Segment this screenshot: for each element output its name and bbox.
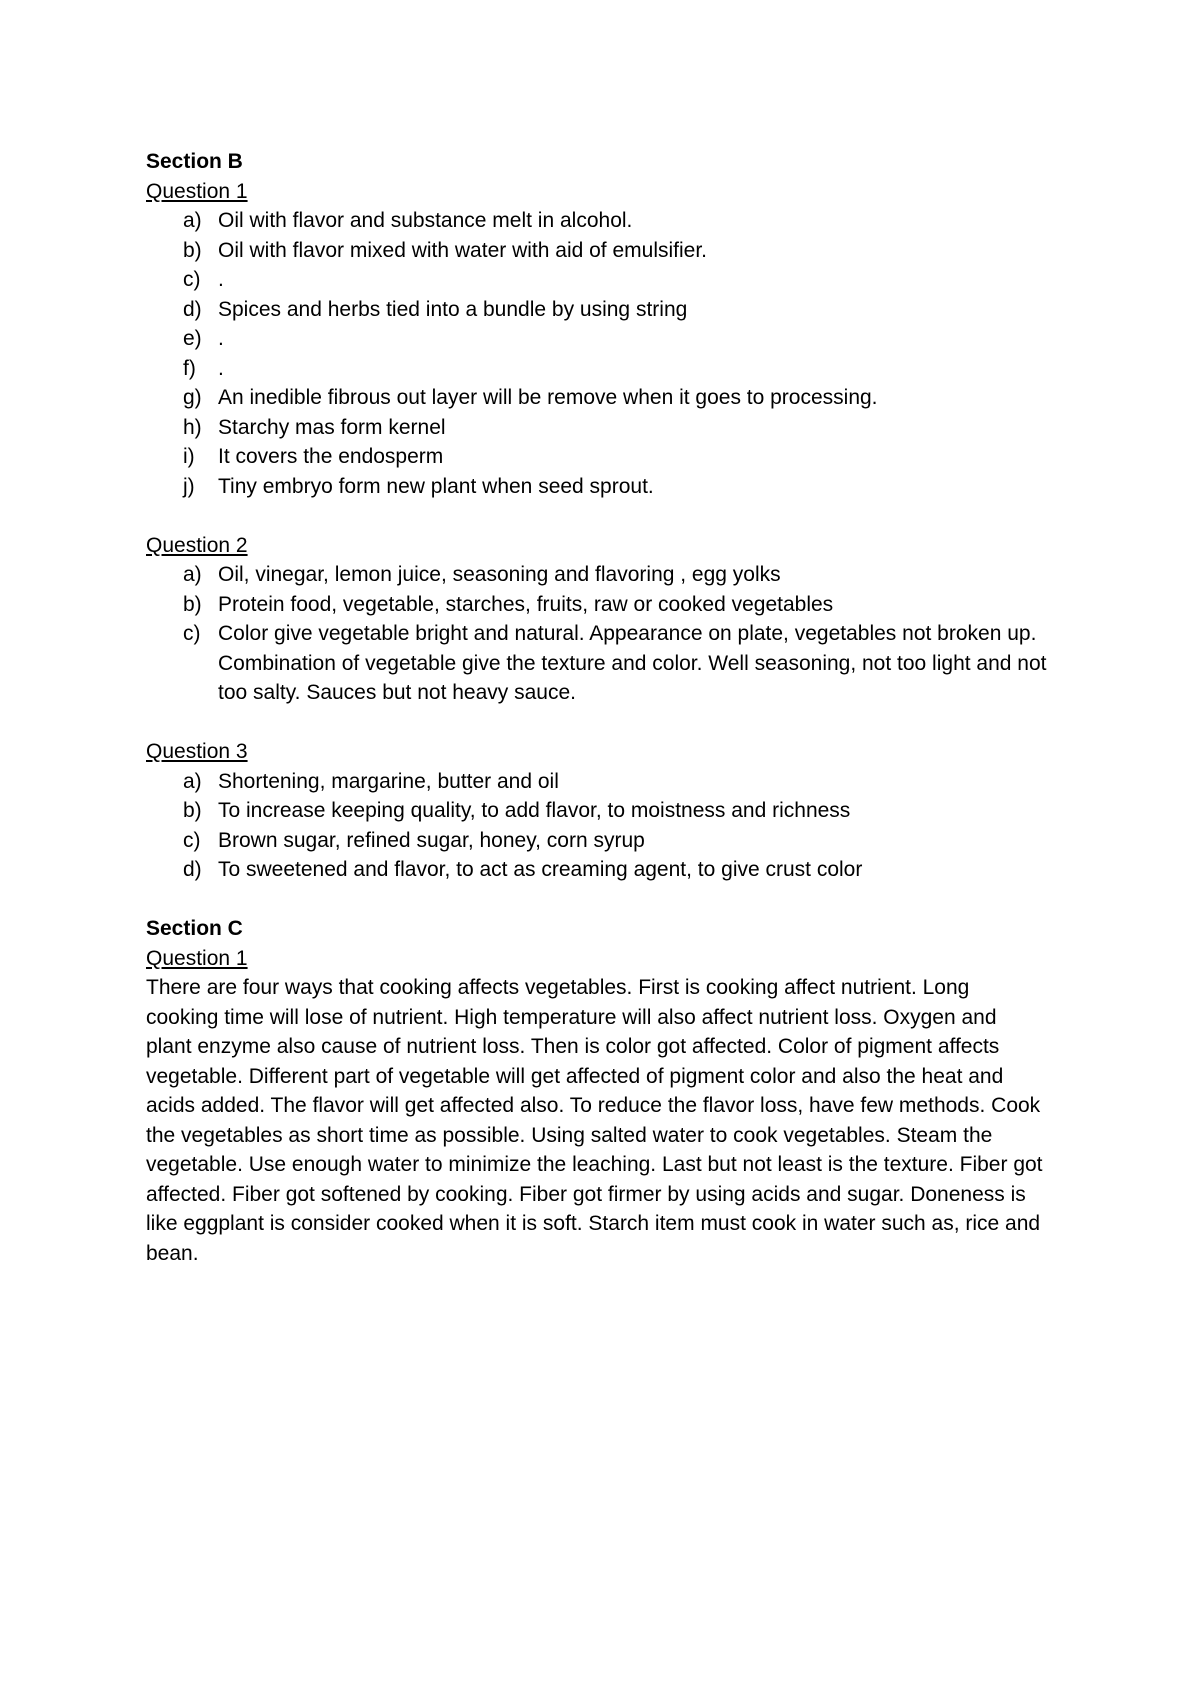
answer-text: Oil with flavor and substance melt in alcohol.	[218, 209, 633, 232]
answer-letter: a)	[183, 563, 202, 586]
answer-letter: g)	[183, 386, 202, 409]
answer-letter: c)	[183, 622, 201, 645]
document-page	[146, 147, 1076, 1268]
answer-item	[146, 442, 1076, 472]
answer-item	[146, 560, 1076, 590]
answer-text: Starchy mas form kernel	[218, 415, 446, 439]
question-3-title: Question 3	[146, 740, 248, 763]
answer-item	[146, 265, 1076, 295]
question-2-title: Question 2	[146, 533, 248, 557]
answer-item	[146, 354, 1076, 384]
section-c-question-1-title: Question 1	[146, 946, 248, 970]
answer-item	[146, 324, 1076, 354]
answer-item	[146, 236, 1076, 266]
answer-text: Brown sugar, refined sugar, honey, corn syrup	[218, 828, 645, 852]
answer-item	[146, 590, 1076, 620]
answer-letter: e)	[183, 327, 202, 350]
answer-letter: d)	[183, 858, 202, 881]
answer-letter: i)	[183, 445, 195, 468]
answer-item	[146, 413, 1076, 443]
answer-text: .	[218, 268, 224, 291]
spacer	[146, 885, 1076, 915]
answer-letter: c)	[183, 828, 201, 852]
answer-text: Spices and herbs tied into a bundle by using string	[218, 297, 688, 321]
answer-text: Oil with flavor mixed with water with aid of emulsifier.	[218, 238, 707, 262]
answer-letter: j)	[183, 474, 195, 498]
answer-item	[146, 383, 1076, 413]
answer-letter: h)	[183, 415, 202, 439]
answer-item	[146, 472, 1076, 502]
answer-text: To increase keeping quality, to add flavor, to moistness and richness	[218, 799, 851, 822]
answer-letter: d)	[183, 297, 202, 321]
section-b-title: Section B	[146, 150, 243, 173]
answer-text: Shortening, margarine, butter and oil	[218, 769, 559, 793]
answer-item	[146, 295, 1076, 325]
section-c-answer-paragraph: There are four ways that cooking affects vegetables. First is cooking affect nutrient. Long cooking time will lose of nutrient. High temperature will also affect nutrient loss. Oxygen and plant enzyme also cause of nutrient loss. Then is color got affected. Color of pigment affects vegetable. Different part of vegetable will get affected of pigment color and also the heat and acids added. The flavor will get affected also. To reduce the flavor loss, have few methods. Cook the vegetables as short time as possible. Using salted water to cook vegetables. Steam the vegetable. Use enough water to minimize the leaching. Last but not least is the texture. Fiber got affected. Fiber got softened by cooking. Fiber got firmer by using acids and sugar. Doneness is like eggplant is consider cooked when it is soft. Starch item must cook in water such as, rice and bean.	[146, 976, 1043, 1265]
answer-text: Tiny embryo form new plant when seed sprout.	[218, 474, 654, 498]
answer-text: .	[218, 356, 224, 380]
answer-text: An inedible fibrous out layer will be remove when it goes to processing.	[218, 386, 878, 409]
answer-text: Color give vegetable bright and natural. Appearance on plate, vegetables not broken up. Combination of vegetable give the texture and color. Well seasoning, not too light and not too salty. Sauces but not heavy sauce.	[218, 622, 1047, 704]
answer-text: .	[218, 327, 224, 350]
answer-item	[146, 619, 1076, 708]
answer-letter: b)	[183, 238, 202, 262]
answer-text: Oil, vinegar, lemon juice, seasoning and flavoring , egg yolks	[218, 563, 781, 586]
answer-letter: c)	[183, 268, 201, 291]
answer-letter: a)	[183, 769, 202, 793]
section-c-title: Section C	[146, 917, 243, 940]
answer-letter: b)	[183, 592, 202, 616]
question-3-answer-list	[146, 767, 1076, 885]
spacer	[146, 501, 1076, 531]
answer-item	[146, 855, 1076, 885]
question-1-answer-list	[146, 206, 1076, 501]
answer-letter: a)	[183, 209, 202, 232]
answer-item	[146, 826, 1076, 856]
question-2-answer-list	[146, 560, 1076, 708]
answer-item	[146, 206, 1076, 236]
answer-letter: b)	[183, 799, 202, 822]
answer-text: To sweetened and flavor, to act as creaming agent, to give crust color	[218, 858, 863, 881]
answer-letter: f)	[183, 356, 196, 380]
answer-item	[146, 796, 1076, 826]
answer-text: It covers the endosperm	[218, 445, 444, 468]
answer-item	[146, 767, 1076, 797]
spacer	[146, 708, 1076, 738]
question-1-title: Question 1	[146, 179, 248, 203]
answer-text: Protein food, vegetable, starches, fruits, raw or cooked vegetables	[218, 592, 834, 616]
